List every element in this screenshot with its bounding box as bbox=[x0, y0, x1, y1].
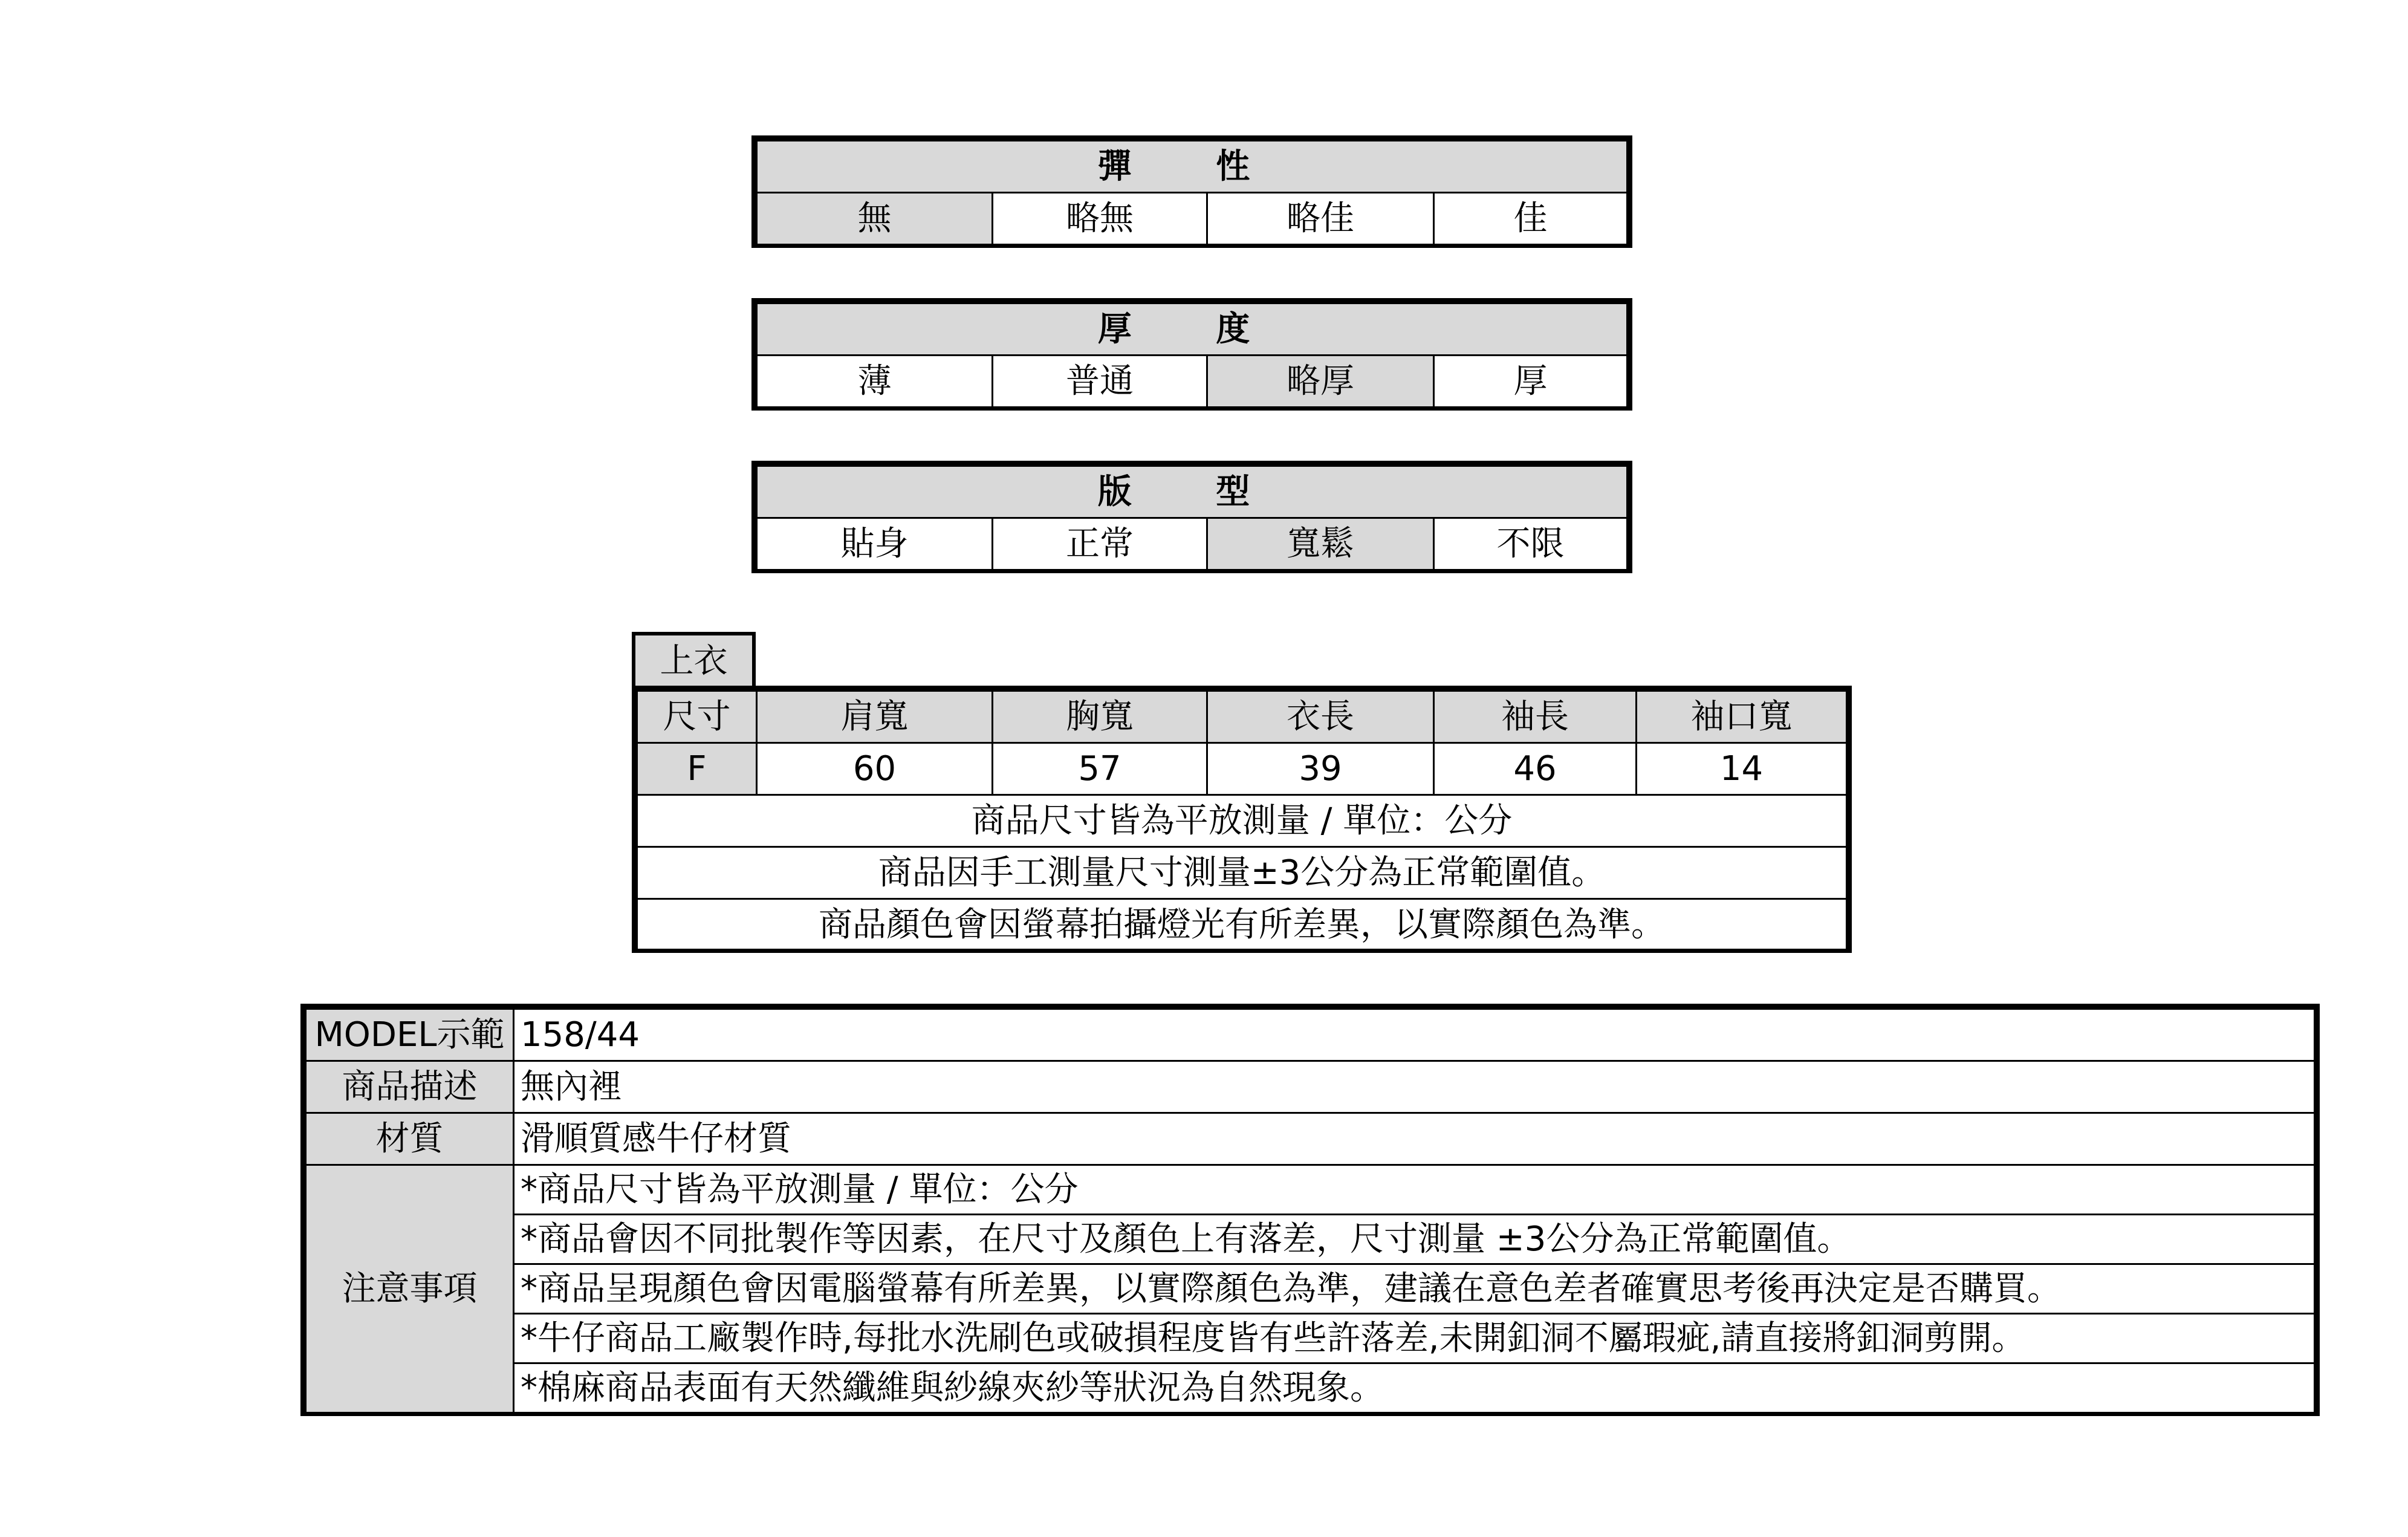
elasticity-option: 無 bbox=[757, 193, 993, 245]
elasticity-option: 佳 bbox=[1434, 193, 1628, 245]
fit-table bbox=[751, 461, 1632, 573]
elasticity-option: 略無 bbox=[993, 193, 1207, 245]
material-label: 材質 bbox=[306, 1113, 514, 1165]
measurement-cell: 60 bbox=[757, 743, 993, 795]
details-table bbox=[300, 1004, 2320, 1416]
column-header: 肩寬 bbox=[757, 691, 993, 743]
description-value: 無內裡 bbox=[514, 1061, 2315, 1113]
thickness-option: 普通 bbox=[993, 356, 1207, 408]
thickness-option: 厚 bbox=[1434, 356, 1628, 408]
column-header: 衣長 bbox=[1207, 691, 1434, 743]
size-note: 商品顏色會因螢幕拍攝燈光有所差異，以實際顏色為準。 bbox=[637, 899, 1847, 951]
size-label: F bbox=[637, 743, 757, 795]
size-note: 商品因手工測量尺寸測量±3公分為正常範圍值。 bbox=[637, 847, 1847, 899]
measurement-cell: 57 bbox=[993, 743, 1207, 795]
table-row bbox=[637, 743, 1847, 795]
elasticity-option: 略佳 bbox=[1207, 193, 1434, 245]
thickness-table bbox=[751, 298, 1632, 411]
note-item: *牛仔商品工廠製作時,每批水洗刷色或破損程度皆有些許落差,未開釦洞不屬瑕疵,請直接將釦洞剪開。 bbox=[514, 1314, 2315, 1363]
elasticity-table bbox=[751, 135, 1632, 248]
material-value: 滑順質感牛仔材質 bbox=[514, 1113, 2315, 1165]
measurement-cell: 39 bbox=[1207, 743, 1434, 795]
measurement-cell: 46 bbox=[1434, 743, 1637, 795]
size-table-tab: 上衣 bbox=[632, 632, 756, 687]
fit-option: 正常 bbox=[993, 518, 1207, 570]
measurement-cell: 14 bbox=[1637, 743, 1847, 795]
note-item: *商品尺寸皆為平放測量 / 單位：公分 bbox=[514, 1165, 2315, 1215]
fit-title: 版 型 bbox=[757, 466, 1628, 518]
fit-option: 不限 bbox=[1434, 518, 1628, 570]
notes-label: 注意事項 bbox=[306, 1165, 514, 1413]
fit-option: 貼身 bbox=[757, 518, 993, 570]
column-header: 袖口寬 bbox=[1637, 691, 1847, 743]
column-header: 袖長 bbox=[1434, 691, 1637, 743]
fit-option: 寬鬆 bbox=[1207, 518, 1434, 570]
note-item: *商品會因不同批製作等因素，在尺寸及顏色上有落差，尺寸測量 ±3公分為正常範圍值。 bbox=[514, 1215, 2315, 1264]
thickness-title: 厚 度 bbox=[757, 304, 1628, 356]
model-value: 158/44 bbox=[514, 1009, 2315, 1061]
model-label: MODEL示範 bbox=[306, 1009, 514, 1061]
size-note: 商品尺寸皆為平放測量 / 單位：公分 bbox=[637, 795, 1847, 847]
column-header: 胸寬 bbox=[993, 691, 1207, 743]
size-header: 尺寸 bbox=[637, 691, 757, 743]
description-label: 商品描述 bbox=[306, 1061, 514, 1113]
elasticity-title: 彈 性 bbox=[757, 141, 1628, 193]
note-item: *商品呈現顏色會因電腦螢幕有所差異，以實際顏色為準，建議在意色差者確實思考後再決定是否購買。 bbox=[514, 1264, 2315, 1314]
size-table bbox=[632, 686, 1852, 953]
thickness-option: 薄 bbox=[757, 356, 993, 408]
note-item: *棉麻商品表面有天然纖維與紗線夾紗等狀況為自然現象。 bbox=[514, 1363, 2315, 1413]
thickness-option: 略厚 bbox=[1207, 356, 1434, 408]
